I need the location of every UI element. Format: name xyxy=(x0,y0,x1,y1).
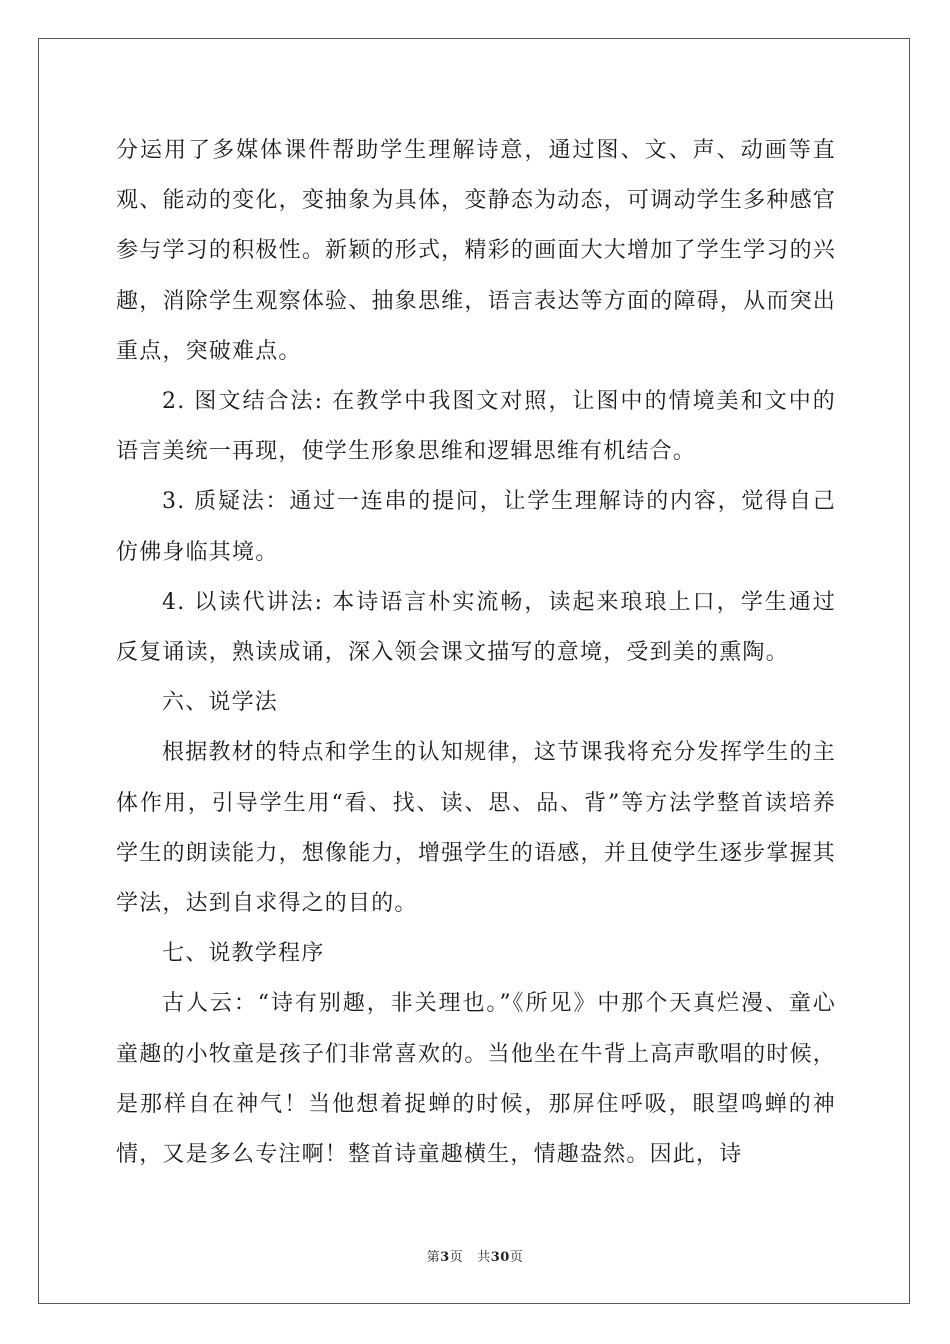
footer-page-unit: 页 xyxy=(449,1250,464,1265)
paragraph-4: 4. 以读代讲法: 本诗语言朴实流畅，读起来琅琅上口，学生通过反复诵读，熟读成诵，深入领会课文描写的意境，受到美的熏陶。 xyxy=(116,589,836,666)
paragraph-1: 分运用了多媒体课件帮助学生理解诗意，通过图、文、声、动画等直观、能动的变化，变抽象为具体，变静态为动态，可调动学生多种感官参与学习的积极性。新颖的形式，精彩的画面大大增加了学生学习的兴趣，消除学生观察体验、抽象思维，语言表达等方面的障碍，从而突出重点，突破难点。 xyxy=(116,138,836,364)
paragraph-6: 古人云：“诗有别趣，非关理也。”《所见》中那个天真烂漫、童心童趣的小牧童是孩子们非常喜欢的。当他坐在牛背上高声歌唱的时候，是那样自在神气！当他想着捉蝉的时候，那屏住呼吸，眼望鸣蝉的神情，又是多么专注啊！整首诗童趣横生，情趣盎然。因此，诗 xyxy=(116,991,836,1168)
footer-total-prefix: 共 xyxy=(477,1250,491,1265)
paragraph-3: 3. 质疑法：通过一连串的提问，让学生理解诗的内容，觉得自己仿佛身临其境。 xyxy=(116,489,836,565)
footer-prefix: 第 xyxy=(426,1250,441,1265)
document-body xyxy=(116,126,836,1180)
footer-total-unit: 页 xyxy=(509,1250,524,1265)
footer-page-number: 3 xyxy=(440,1250,450,1265)
section-heading-6: 六、说学法 xyxy=(162,690,279,716)
section-heading-7: 七、说教学程序 xyxy=(162,941,325,967)
page-footer xyxy=(0,1246,950,1265)
paragraph-5: 根据教材的特点和学生的认知规律，这节课我将充分发挥学生的主体作用，引导学生用“看、找、读、思、品、背”等方法学整首读培养学生的朗读能力，想像能力，增强学生的语感，并且使学生逐步掌握其学法，达到自求得之的目的。 xyxy=(116,740,836,917)
paragraph-2: 2. 图文结合法: 在教学中我图文对照，让图中的情境美和文中的语言美统一再现，使学生形象思维和逻辑思维有机结合。 xyxy=(116,389,836,465)
footer-total-pages: 30 xyxy=(490,1250,510,1265)
